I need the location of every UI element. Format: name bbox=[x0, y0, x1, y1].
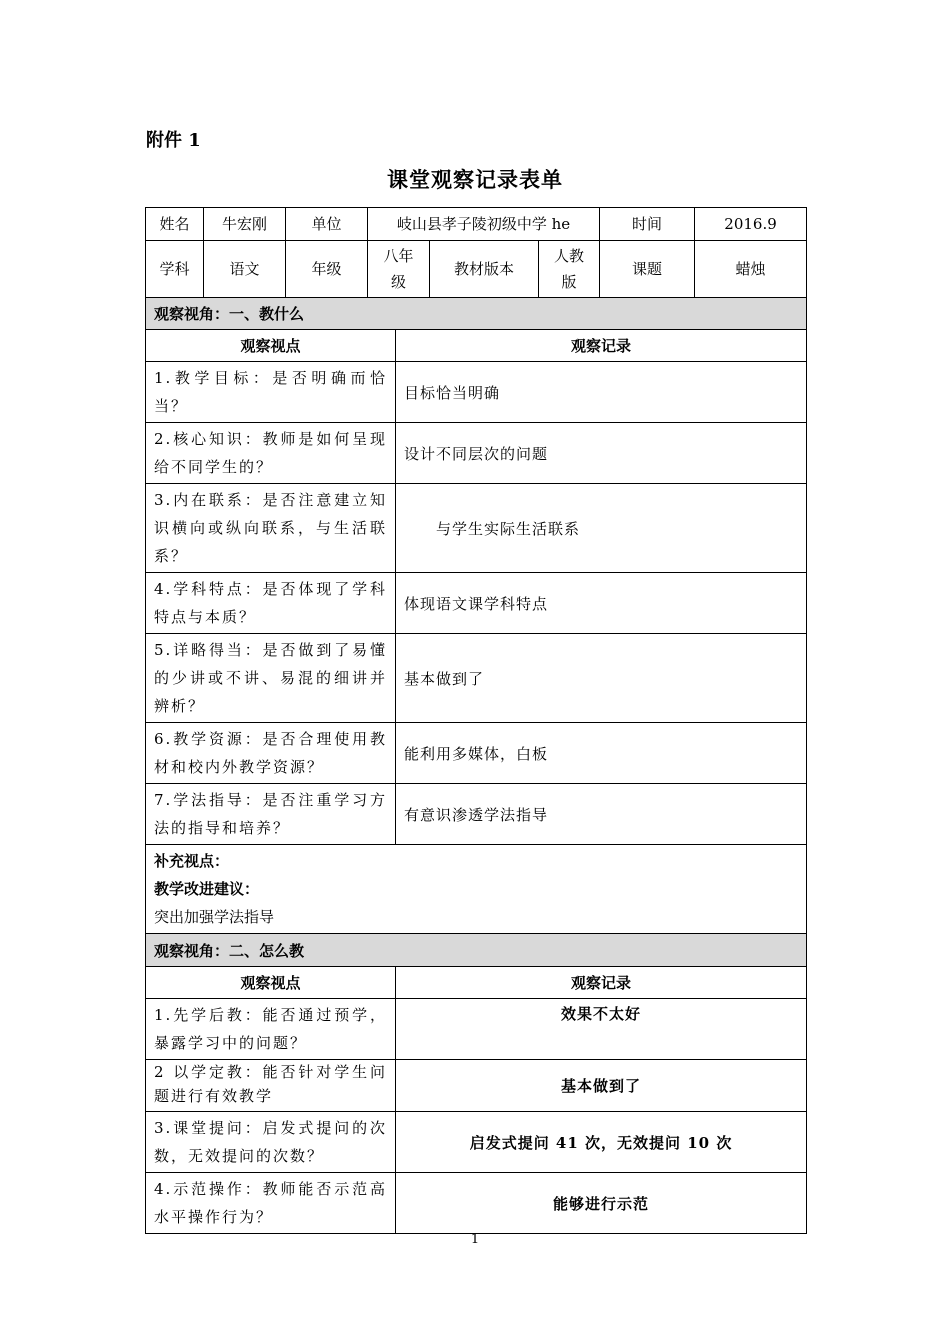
time-label: 时间 bbox=[600, 208, 695, 241]
observation-point: 3.内在联系：是否注意建立知识横向或纵向联系，与生活联系？ bbox=[146, 484, 396, 573]
grade-value bbox=[368, 241, 430, 298]
supplement-label: 补充视点： bbox=[154, 852, 230, 870]
edition-label: 教材版本 bbox=[430, 241, 539, 298]
observation-record: 启发式提问 41 次，无效提问 10 次 bbox=[396, 1112, 807, 1173]
page-title: 课堂观察记录表单 bbox=[387, 167, 563, 192]
section2-title: 观察视角：二、怎么教 bbox=[146, 934, 807, 967]
observation-record: 基本做到了 bbox=[396, 634, 807, 723]
subject-value: 语文 bbox=[204, 241, 286, 298]
edition-value-line2: 版 bbox=[561, 273, 577, 291]
observation-point: 2 以学定教：能否针对学生问题进行有效教学 bbox=[146, 1060, 396, 1112]
suggestion-text: 突出加强学法指导 bbox=[154, 908, 275, 926]
observation-record: 设计不同层次的问题 bbox=[396, 423, 807, 484]
table-row bbox=[146, 784, 807, 845]
observation-record: 能够进行示范 bbox=[396, 1173, 807, 1234]
observation-point: 6.教学资源：是否合理使用教材和校内外教学资源？ bbox=[146, 723, 396, 784]
observation-record: 基本做到了 bbox=[396, 1060, 807, 1112]
observation-record: 效果不太好 bbox=[396, 999, 807, 1060]
grade-label: 年级 bbox=[286, 241, 368, 298]
time-value: 2016.9 bbox=[695, 208, 807, 241]
table-row bbox=[146, 634, 807, 723]
edition-value-line1: 人教 bbox=[554, 247, 585, 265]
observation-point: 7.学法指导：是否注重学习方法的指导和培养？ bbox=[146, 784, 396, 845]
table-row bbox=[146, 362, 807, 423]
table-row bbox=[146, 1173, 807, 1234]
topic-value: 蜡烛 bbox=[695, 241, 807, 298]
section1-col-record: 观察记录 bbox=[396, 330, 807, 362]
table-row bbox=[146, 1112, 807, 1173]
edition-value bbox=[539, 241, 600, 298]
section1-col-point: 观察视点 bbox=[146, 330, 396, 362]
page-number: 1 bbox=[470, 1232, 480, 1247]
table-row bbox=[146, 484, 807, 573]
name-label: 姓名 bbox=[146, 208, 204, 241]
name-value: 牛宏刚 bbox=[204, 208, 286, 241]
subject-label: 学科 bbox=[146, 241, 204, 298]
section2-col-record: 观察记录 bbox=[396, 967, 807, 999]
grade-value-line1: 八年 bbox=[383, 247, 414, 265]
observation-point: 5.详略得当：是否做到了易懂的少讲或不讲、易混的细讲并辨析？ bbox=[146, 634, 396, 723]
observation-point: 2.核心知识：教师是如何呈现给不同学生的？ bbox=[146, 423, 396, 484]
table-row bbox=[146, 999, 807, 1060]
unit-label: 单位 bbox=[286, 208, 368, 241]
grade-value-line2: 级 bbox=[390, 273, 406, 291]
observation-point: 1.教学目标：是否明确而恰当？ bbox=[146, 362, 396, 423]
table-row bbox=[146, 1060, 807, 1112]
unit-value: 岐山县孝子陵初级中学 he bbox=[368, 208, 600, 241]
topic-label: 课题 bbox=[600, 241, 695, 298]
observation-record: 目标恰当明确 bbox=[396, 362, 807, 423]
attachment-label: 附件 1 bbox=[146, 130, 201, 151]
section2-col-point: 观察视点 bbox=[146, 967, 396, 999]
suggestion-label: 教学改进建议： bbox=[154, 880, 260, 898]
observation-record: 与学生实际生活联系 bbox=[396, 484, 807, 573]
section1-title: 观察视角：一、教什么 bbox=[146, 298, 807, 330]
observation-point: 1.先学后教：能否通过预学，暴露学习中的问题？ bbox=[146, 999, 396, 1060]
observation-table bbox=[145, 297, 807, 1234]
observation-record: 有意识渗透学法指导 bbox=[396, 784, 807, 845]
observation-record: 体现语文课学科特点 bbox=[396, 573, 807, 634]
header-table bbox=[145, 207, 807, 298]
table-row bbox=[146, 423, 807, 484]
table-row bbox=[146, 723, 807, 784]
observation-point: 4.学科特点：是否体现了学科特点与本质？ bbox=[146, 573, 396, 634]
observation-record: 能利用多媒体，白板 bbox=[396, 723, 807, 784]
observation-point: 4.示范操作：教师能否示范高水平操作行为？ bbox=[146, 1173, 396, 1234]
supplement-cell bbox=[146, 845, 807, 934]
table-row bbox=[146, 573, 807, 634]
observation-point: 3.课堂提问：启发式提问的次数，无效提问的次数？ bbox=[146, 1112, 396, 1173]
